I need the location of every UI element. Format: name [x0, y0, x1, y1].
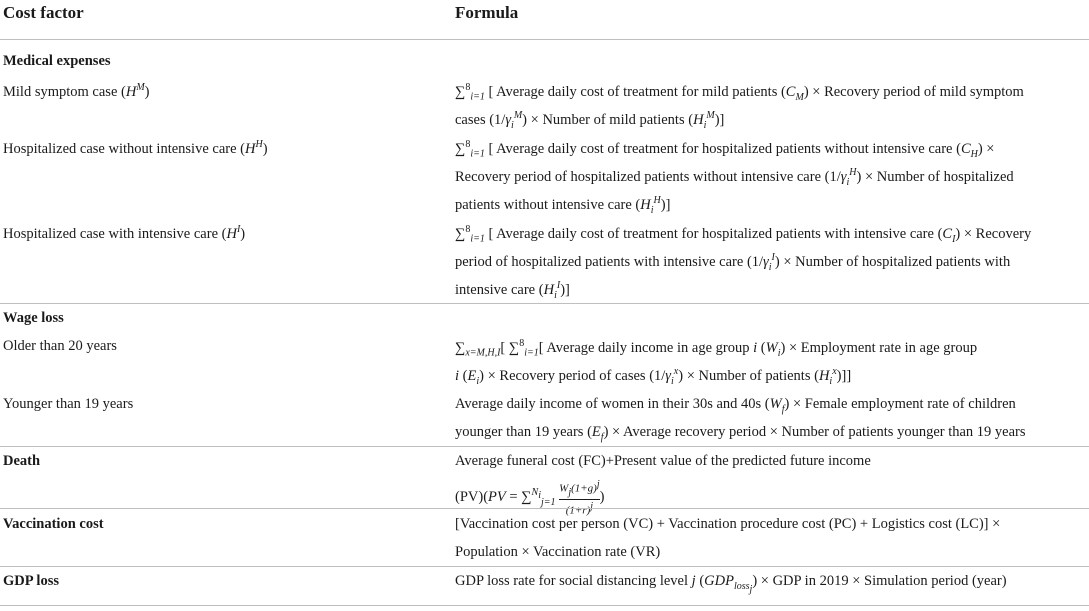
older-formula-line1: $\sum_{x=M,H,I}$[ ∑$^8_{i=1}$[ Average daily income in age group i $(W_i)$ × Employment rate in age group [455, 338, 978, 359]
rule-after-death [0, 508, 1089, 509]
hosp-formula-line3: patients without intensive care $(H_i^H)$] [455, 195, 671, 216]
older-formula-line2: i $(E_i)$ × Recovery period of cases $(1/\gamma_i^x)$ × Number of patients $(H_i^x)$]] [455, 366, 852, 387]
mild-label: Mild symptom case $(H^M)$ [3, 82, 150, 100]
icu-formula-line3: intensive care $(H_i^I)$] [455, 280, 570, 301]
hosp-formula-line1: ∑$^8_{i=1}$ [ Average daily cost of treatment for hospitalized patients without intensive care $(C_H)$ × [455, 139, 995, 160]
section-gdp-title: GDP loss [3, 573, 59, 589]
section-wage-title: Wage loss [3, 310, 64, 326]
icu-formula-line1: ∑$^8_{i=1}$ [ Average daily cost of treatment for hospitalized patients with intensive care $(C_I)$ × Recovery [455, 224, 1032, 245]
gdp-formula-line1: GDP loss rate for social distancing level j $(GDP_{loss_j})$ × GDP in 2019 × Simulation period (year) [455, 573, 1007, 595]
hosp-label: Hospitalized case without intensive care $(H^H)$ [3, 139, 268, 157]
rule-after-medical [0, 303, 1089, 304]
icu-formula-line2: period of hospitalized patients with intensive care $(1/\gamma_i^I)$ × Number of hospitalized patients with [455, 252, 1011, 273]
header-cost-factor: Cost factor [3, 3, 84, 22]
section-medical-title: Medical expenses [3, 53, 111, 69]
rule-after-wage [0, 446, 1089, 447]
icu-label: Hospitalized case with intensive care $(H^I)$ [3, 224, 246, 242]
younger-label: Younger than 19 years [3, 396, 134, 412]
vaccination-formula-line2: Population × Vaccination rate (VR) [455, 544, 661, 560]
younger-formula-line2: younger than 19 years $(E_f)$ × Average recovery period × Number of patients younger than 19 years [455, 424, 1026, 443]
mild-formula-line2: cases $(1/\gamma_i^M)$ × Number of mild patients $(H_i^M)$] [455, 110, 725, 131]
older-label: Older than 20 years [3, 338, 117, 354]
younger-formula-line1: Average daily income of women in their 30s and 40s $(W_f)$ × Female employment rate of children [455, 396, 1016, 415]
death-formula-line1: Average funeral cost (FC)+Present value of the predicted future income [455, 453, 871, 469]
section-vaccination-title: Vaccination cost [3, 516, 104, 532]
table-bottom-rule [0, 605, 1089, 606]
death-formula-line2: (PV)(PV = ∑$^{N_i}_{j=1}$ $\frac{W_j(1+g)^j}{(1+r)^j}$ ) [455, 479, 605, 517]
hosp-formula-line2: Recovery period of hospitalized patients without intensive care $(1/\gamma_i^H)$ × Number of hospitalized [455, 167, 1014, 188]
vaccination-formula-line1: [Vaccination cost per person (VC) + Vaccination procedure cost (PC) + Logistics cost (LC)] × [455, 516, 1001, 532]
section-death-title: Death [3, 453, 41, 469]
mild-formula-line1: ∑$^8_{i=1}$ [ Average daily cost of treatment for mild patients $(C_M)$ × Recovery period of mild symptom [455, 82, 1024, 103]
rule-after-vaccination [0, 566, 1089, 567]
header-rule [0, 39, 1089, 40]
header-formula: Formula [455, 3, 519, 22]
